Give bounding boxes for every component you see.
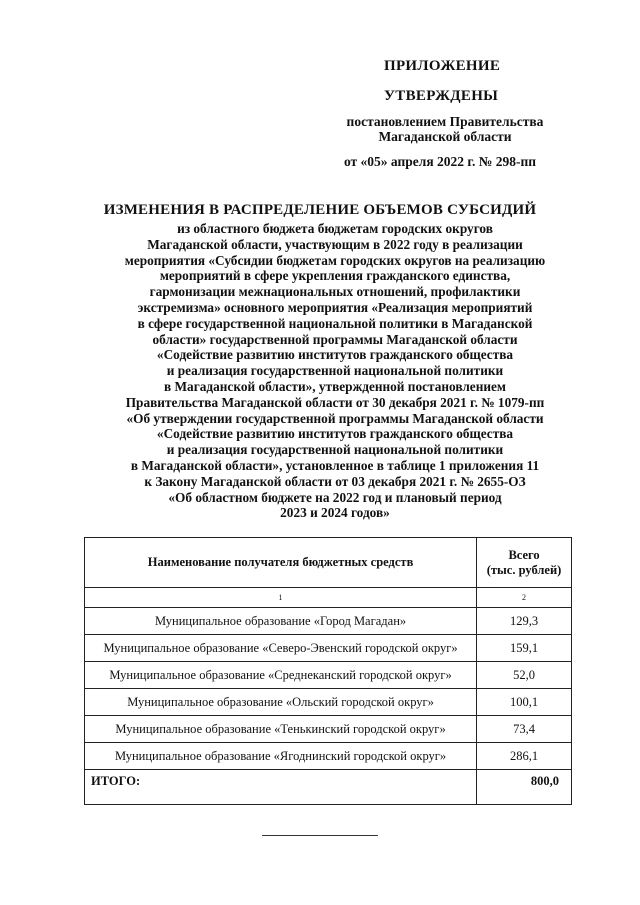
column-number-row xyxy=(85,588,572,608)
document-subtitle xyxy=(90,221,580,521)
subtitle-line: в сфере государственной национальной политики в Магаданской xyxy=(137,315,533,331)
header-total-unit: (тыс. рублей) xyxy=(486,562,562,577)
recipient-name: Муниципальное образование «Ольский городской округ» xyxy=(85,689,477,716)
subtitle-line: «Содействие развитию институтов гражданского общества xyxy=(156,426,514,442)
approval-line-3: от «05» апреля 2022 г. № 298-пп xyxy=(343,154,537,169)
subtitle-line: из областного бюджета бюджетам городских округов xyxy=(177,221,493,236)
subsidy-value: 159,1 xyxy=(477,635,572,662)
recipient-name: Муниципальное образование «Северо-Эвенский городской округ» xyxy=(85,635,477,662)
total-row xyxy=(85,770,572,805)
closing-divider xyxy=(262,835,378,836)
subsidy-table xyxy=(84,537,572,805)
subtitle-line: и реализация государственной национальной политики xyxy=(166,442,504,458)
subsidy-value: 52,0 xyxy=(477,662,572,689)
header-recipient-name: Наименование получателя бюджетных средств xyxy=(85,538,477,588)
column-number: 1 xyxy=(85,588,477,608)
recipient-name: Муниципальное образование «Среднеканский городской округ» xyxy=(85,662,477,689)
subtitle-line: гармонизации межнациональных отношений, профилактики xyxy=(149,284,521,300)
recipient-name: Муниципальное образование «Город Магадан» xyxy=(85,608,477,635)
subsidy-value: 286,1 xyxy=(477,743,572,770)
subtitle-line: мероприятий в сфере укрепления гражданского единства, xyxy=(159,268,511,284)
table-row xyxy=(85,662,572,689)
subtitle-line: и реализация государственной национальной политики xyxy=(166,363,504,379)
table-row xyxy=(85,716,572,743)
total-label: ИТОГО: xyxy=(85,770,477,805)
subtitle-line: мероприятия «Субсидии бюджетам городских округов на реализацию xyxy=(124,252,546,268)
document-title: ИЗМЕНЕНИЯ В РАСПРЕДЕЛЕНИЕ ОБЪЕМОВ СУБСИДИЙ xyxy=(103,202,537,218)
table-row xyxy=(85,608,572,635)
subsidy-value: 129,3 xyxy=(477,608,572,635)
header-total xyxy=(477,538,572,588)
table-row xyxy=(85,689,572,716)
recipient-name: Муниципальное образование «Ягоднинский городской округ» xyxy=(85,743,477,770)
subtitle-line: «Об областном бюджете на 2022 год и плановый период xyxy=(168,489,502,505)
subtitle-line: 2023 и 2024 годов» xyxy=(280,505,390,521)
approval-line-2: Магаданской области xyxy=(378,129,512,144)
subtitle-line: «Содействие развитию институтов гражданского общества xyxy=(156,347,514,363)
subsidy-value: 73,4 xyxy=(477,716,572,743)
total-value: 800,0 xyxy=(477,770,572,805)
subtitle-line: Правительства Магаданской области от 30 декабря 2021 г. № 1079-пп xyxy=(125,394,545,410)
table-header-row xyxy=(85,538,572,588)
header-total-label: Всего xyxy=(508,547,540,562)
subtitle-line: в Магаданской области», установленное в таблице 1 приложения 11 xyxy=(130,457,540,473)
subsidy-value: 100,1 xyxy=(477,689,572,716)
subtitle-line: «Об утверждении государственной программы Магаданской области xyxy=(126,410,544,426)
approval-line-1: постановлением Правительства xyxy=(346,114,544,129)
table-row xyxy=(85,743,572,770)
recipient-name: Муниципальное образование «Тенькинский городской округ» xyxy=(85,716,477,743)
subtitle-line: Магаданской области, участвующим в 2022 году в реализации xyxy=(147,236,523,252)
subtitle-line: экстремизма» основного мероприятия «Реализация мероприятий xyxy=(137,299,533,315)
subtitle-line: области» государственной программы Магаданской области xyxy=(152,331,518,347)
appendix-heading: ПРИЛОЖЕНИЕ xyxy=(384,58,501,74)
subtitle-line: в Магаданской области», утвержденной постановлением xyxy=(164,378,506,394)
subtitle-line: к Закону Магаданской области от 03 декабря 2021 г. № 2655-ОЗ xyxy=(144,473,526,489)
column-number: 2 xyxy=(477,588,572,608)
table-row xyxy=(85,635,572,662)
approved-heading: УТВЕРЖДЕНЫ xyxy=(384,88,499,104)
